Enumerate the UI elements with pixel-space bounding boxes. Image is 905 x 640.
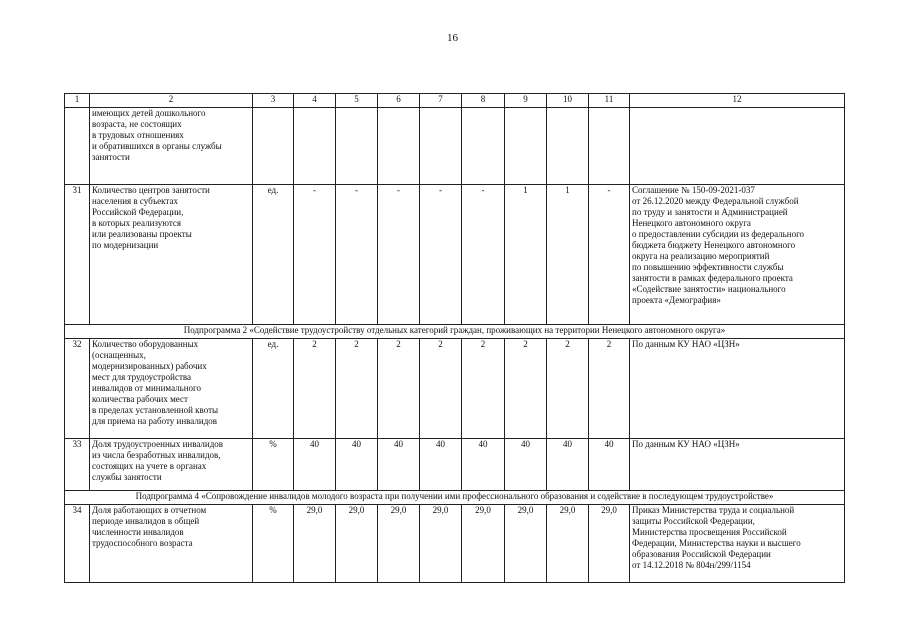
source-document: Приказ Министерства труда и социальной защиты Российской Федерации, Министерства просвещения Российской Федерации, Министерства науки и высшего образования Российской Федерации от 14.12.2018 № 804н/299/1154 [630,505,845,583]
column-number-row [65,94,845,108]
value-cell: - [378,185,420,325]
indicator-name: Количество оборудованных (оснащенных, модернизированных) рабочих мест для трудоустройства инвалидов от минимального количества рабочих мест в пределах установленной квоты для приема на работу инвалидов [90,339,253,439]
column-header: 3 [253,94,294,108]
value-cell: 40 [420,439,462,491]
indicators-table [64,93,845,583]
value-cell: 40 [547,439,589,491]
row-number: 34 [65,505,90,583]
value-cell: 2 [589,339,630,439]
value-cell: 29,0 [462,505,505,583]
unit-cell: ед. [253,185,294,325]
table-row-continuation [65,108,845,185]
indicator-name: Доля трудоустроенных инвалидов из числа безработных инвалидов, состоящих на учете в органах службы занятости [90,439,253,491]
value-cell: 2 [336,339,378,439]
value-cell: - [462,185,505,325]
indicator-name: имеющих детей дошкольного возраста, не состоящих в трудовых отношениях и обратившихся в органы службы занятости [90,108,253,185]
value-cell: 40 [378,439,420,491]
indicator-name: Доля работающих в отчетном периоде инвалидов в общей численности инвалидов трудоспособного возраста [90,505,253,583]
subprogram-row [65,491,845,505]
value-cell: 2 [420,339,462,439]
value-cell: 40 [505,439,547,491]
value-cell: 40 [294,439,336,491]
value-cell: 40 [462,439,505,491]
value-cell: - [336,185,378,325]
value-cell: 40 [336,439,378,491]
column-header: 12 [630,94,845,108]
column-header: 10 [547,94,589,108]
source-document: Соглашение № 150-09-2021-037 от 26.12.2020 между Федеральной службой по труду и занятости и Администрацией Ненецкого автономного округа о предоставлении субсидии из федерального бюджета бюджету Ненецкого автономного округа на реализацию мероприятий по повышению эффективности службы занятости в рамках федерального проекта «Содействие занятости» национального проекта «Демография» [630,185,845,325]
value-cell: 29,0 [336,505,378,583]
page-number: 16 [447,32,458,44]
value-cell: 29,0 [505,505,547,583]
subprogram-title: Подпрограмма 4 «Сопровождение инвалидов молодого возраста при получении ими профессионального образования и содействие в последующем трудоустройстве» [65,491,845,505]
table-row-34 [65,505,845,583]
source-document: По данным КУ НАО «ЦЗН» [630,439,845,491]
value-cell: 2 [462,339,505,439]
unit-cell: ед. [253,339,294,439]
subprogram-row [65,325,845,339]
column-header: 11 [589,94,630,108]
value-cell: 29,0 [589,505,630,583]
column-header: 2 [90,94,253,108]
column-header: 7 [420,94,462,108]
column-header: 5 [336,94,378,108]
table-row-31 [65,185,845,325]
value-cell: 40 [589,439,630,491]
table-row-32 [65,339,845,439]
column-header: 1 [65,94,90,108]
value-cell: 2 [505,339,547,439]
value-cell: 29,0 [547,505,589,583]
value-cell: 2 [547,339,589,439]
unit-cell: % [253,439,294,491]
value-cell: 2 [378,339,420,439]
value-cell: 29,0 [294,505,336,583]
value-cell: - [589,185,630,325]
row-number: 33 [65,439,90,491]
value-cell: - [420,185,462,325]
value-cell: 2 [294,339,336,439]
subprogram-title: Подпрограмма 2 «Содействие трудоустройству отдельных категорий граждан, проживающих на территории Ненецкого автономного округа» [65,325,845,339]
source-document: По данным КУ НАО «ЦЗН» [630,339,845,439]
indicator-name: Количество центров занятости населения в субъектах Российской Федерации, в которых реализуются или реализованы проекты по модернизации [90,185,253,325]
value-cell: 29,0 [378,505,420,583]
unit-cell: % [253,505,294,583]
value-cell: - [294,185,336,325]
table-row-33 [65,439,845,491]
column-header: 9 [505,94,547,108]
value-cell: 29,0 [420,505,462,583]
value-cell: 1 [547,185,589,325]
row-number: 31 [65,185,90,325]
row-number: 32 [65,339,90,439]
column-header: 4 [294,94,336,108]
column-header: 6 [378,94,420,108]
column-header: 8 [462,94,505,108]
value-cell: 1 [505,185,547,325]
